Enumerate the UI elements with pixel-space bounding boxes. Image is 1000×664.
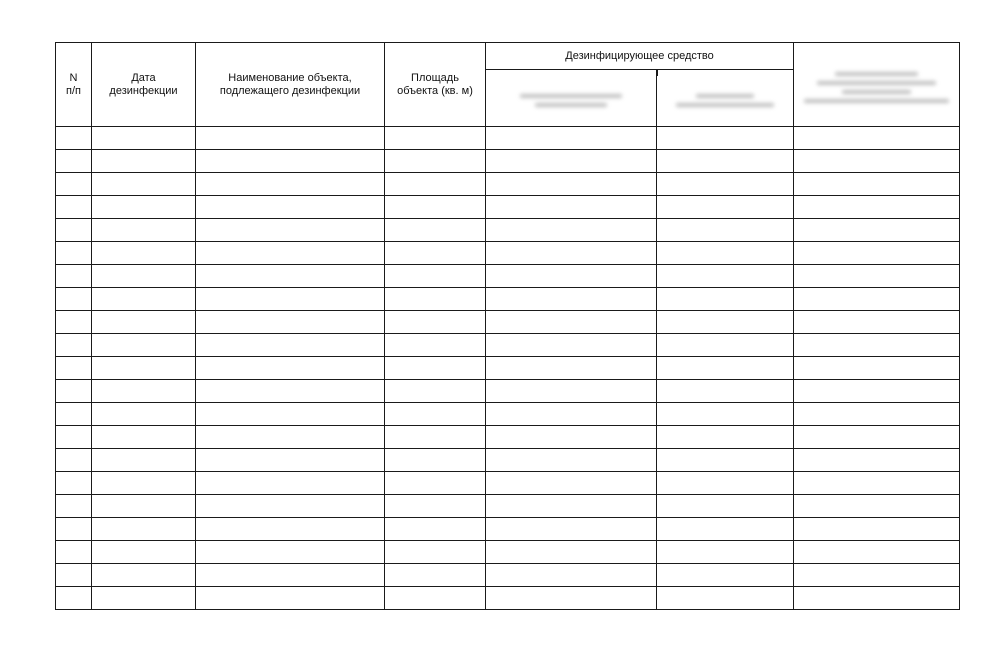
cell-number (56, 495, 92, 518)
cell-disinfectant-name (486, 449, 657, 472)
blurred-text-line (835, 72, 918, 76)
cell-object-name (196, 495, 385, 518)
cell-area (385, 518, 486, 541)
cell-object-name (196, 150, 385, 173)
cell-disinfectant-name (486, 518, 657, 541)
cell-disinfectant-name (486, 472, 657, 495)
cell-area (385, 564, 486, 587)
cell-disinfectant-amount (657, 219, 794, 242)
cell-number (56, 426, 92, 449)
cell-disinfectant-name (486, 219, 657, 242)
cell-number (56, 265, 92, 288)
blurred-text-line (676, 103, 774, 107)
cell-area (385, 173, 486, 196)
cell-object-name (196, 242, 385, 265)
cell-responsible (794, 173, 960, 196)
cell-object-name (196, 541, 385, 564)
cell-date (92, 495, 196, 518)
cell-object-name (196, 380, 385, 403)
cell-date (92, 127, 196, 150)
table-row (56, 541, 960, 564)
table-row (56, 219, 960, 242)
cell-date (92, 150, 196, 173)
cell-responsible (794, 334, 960, 357)
cell-disinfectant-name (486, 196, 657, 219)
cell-disinfectant-name (486, 242, 657, 265)
header-number-line2: п/п (66, 84, 81, 97)
cell-disinfectant-amount (657, 196, 794, 219)
cell-disinfectant-amount (657, 242, 794, 265)
header-date-line1: Дата (131, 71, 156, 84)
table-row (56, 173, 960, 196)
cell-number (56, 564, 92, 587)
cell-date (92, 357, 196, 380)
journal-body (56, 127, 960, 610)
cell-area (385, 403, 486, 426)
cell-disinfectant-name (486, 150, 657, 173)
cell-responsible (794, 541, 960, 564)
cell-area (385, 265, 486, 288)
table-row (56, 472, 960, 495)
cell-responsible (794, 127, 960, 150)
cell-disinfectant-amount (657, 587, 794, 610)
cell-number (56, 334, 92, 357)
cell-area (385, 242, 486, 265)
cell-disinfectant-amount (657, 265, 794, 288)
cell-disinfectant-amount (657, 380, 794, 403)
cell-object-name (196, 173, 385, 196)
cell-area (385, 219, 486, 242)
cell-object-name (196, 449, 385, 472)
blurred-text-line (535, 103, 606, 107)
cell-date (92, 288, 196, 311)
cell-disinfectant-amount (657, 334, 794, 357)
table-row (56, 242, 960, 265)
header-object-name (196, 43, 385, 127)
cell-responsible (794, 449, 960, 472)
table-row (56, 518, 960, 541)
table-row (56, 150, 960, 173)
table-row (56, 449, 960, 472)
cell-object-name (196, 357, 385, 380)
cell-date (92, 518, 196, 541)
cell-date (92, 334, 196, 357)
divider-tick (657, 70, 658, 76)
cell-disinfectant-name (486, 311, 657, 334)
cell-responsible (794, 518, 960, 541)
cell-object-name (196, 518, 385, 541)
cell-object-name (196, 219, 385, 242)
cell-responsible (794, 311, 960, 334)
cell-date (92, 449, 196, 472)
cell-area (385, 472, 486, 495)
cell-object-name (196, 587, 385, 610)
cell-responsible (794, 472, 960, 495)
header-area-line2: объекта (кв. м) (397, 84, 473, 97)
table-row (56, 426, 960, 449)
header-blurred-disinfectant-name (486, 70, 657, 127)
disinfection-journal-table (55, 42, 960, 610)
cell-object-name (196, 472, 385, 495)
cell-disinfectant-name (486, 127, 657, 150)
cell-responsible (794, 403, 960, 426)
cell-responsible (794, 495, 960, 518)
table-row (56, 127, 960, 150)
cell-responsible (794, 196, 960, 219)
cell-area (385, 334, 486, 357)
header-number-line1: N (69, 71, 78, 84)
cell-responsible (794, 265, 960, 288)
cell-disinfectant-amount (657, 311, 794, 334)
header-blurred-responsible (794, 43, 960, 127)
cell-disinfectant-amount (657, 564, 794, 587)
table-row (56, 495, 960, 518)
cell-object-name (196, 334, 385, 357)
cell-number (56, 518, 92, 541)
table-row (56, 334, 960, 357)
cell-object-name (196, 196, 385, 219)
cell-object-name (196, 311, 385, 334)
header-area (385, 43, 486, 127)
cell-responsible (794, 288, 960, 311)
header-disinfectant-group: Дезинфицирующее средство (486, 43, 794, 70)
header-row-top (56, 43, 960, 70)
cell-disinfectant-amount (657, 357, 794, 380)
cell-disinfectant-name (486, 564, 657, 587)
cell-area (385, 426, 486, 449)
blurred-text-line (817, 81, 936, 85)
cell-area (385, 380, 486, 403)
cell-number (56, 242, 92, 265)
cell-date (92, 541, 196, 564)
cell-area (385, 311, 486, 334)
disinfection-journal-sheet (55, 42, 959, 610)
cell-responsible (794, 219, 960, 242)
blurred-text-line (804, 99, 949, 103)
header-number (56, 43, 92, 127)
cell-date (92, 173, 196, 196)
cell-responsible (794, 242, 960, 265)
table-row (56, 403, 960, 426)
cell-responsible (794, 426, 960, 449)
cell-disinfectant-name (486, 541, 657, 564)
cell-number (56, 127, 92, 150)
table-row (56, 288, 960, 311)
cell-responsible (794, 587, 960, 610)
cell-object-name (196, 426, 385, 449)
blurred-text-line (696, 94, 753, 98)
cell-number (56, 357, 92, 380)
cell-object-name (196, 564, 385, 587)
cell-number (56, 449, 92, 472)
table-row (56, 564, 960, 587)
cell-disinfectant-amount (657, 541, 794, 564)
cell-number (56, 472, 92, 495)
cell-object-name (196, 288, 385, 311)
cell-number (56, 288, 92, 311)
cell-disinfectant-name (486, 495, 657, 518)
cell-disinfectant-amount (657, 518, 794, 541)
cell-disinfectant-name (486, 173, 657, 196)
cell-number (56, 380, 92, 403)
cell-number (56, 219, 92, 242)
cell-disinfectant-name (486, 587, 657, 610)
cell-object-name (196, 403, 385, 426)
header-object-line2: подлежащего дезинфекции (219, 84, 361, 97)
table-row (56, 380, 960, 403)
cell-area (385, 127, 486, 150)
header-blurred-disinfectant-amount (657, 70, 794, 127)
table-row (56, 265, 960, 288)
cell-disinfectant-amount (657, 472, 794, 495)
cell-date (92, 380, 196, 403)
cell-object-name (196, 265, 385, 288)
cell-number (56, 403, 92, 426)
cell-disinfectant-amount (657, 495, 794, 518)
cell-area (385, 587, 486, 610)
cell-area (385, 541, 486, 564)
cell-area (385, 449, 486, 472)
cell-disinfectant-name (486, 265, 657, 288)
cell-area (385, 357, 486, 380)
cell-disinfectant-amount (657, 426, 794, 449)
header-area-line1: Площадь (411, 71, 459, 84)
table-row (56, 196, 960, 219)
blurred-text-line (520, 94, 622, 98)
cell-date (92, 472, 196, 495)
cell-disinfectant-amount (657, 127, 794, 150)
cell-date (92, 219, 196, 242)
table-row (56, 311, 960, 334)
cell-number (56, 173, 92, 196)
header-date (92, 43, 196, 127)
cell-disinfectant-name (486, 426, 657, 449)
cell-area (385, 495, 486, 518)
cell-disinfectant-name (486, 357, 657, 380)
cell-disinfectant-amount (657, 288, 794, 311)
cell-area (385, 196, 486, 219)
cell-date (92, 242, 196, 265)
cell-number (56, 150, 92, 173)
table-row (56, 587, 960, 610)
cell-object-name (196, 127, 385, 150)
blurred-text-line (842, 90, 911, 94)
cell-date (92, 196, 196, 219)
cell-disinfectant-amount (657, 403, 794, 426)
cell-date (92, 265, 196, 288)
header-date-line2: дезинфекции (109, 84, 178, 97)
cell-date (92, 564, 196, 587)
cell-date (92, 426, 196, 449)
cell-number (56, 196, 92, 219)
header-object-line1: Наименование объекта, (228, 71, 352, 84)
table-row (56, 357, 960, 380)
cell-number (56, 541, 92, 564)
cell-disinfectant-amount (657, 449, 794, 472)
cell-responsible (794, 380, 960, 403)
cell-responsible (794, 150, 960, 173)
cell-date (92, 587, 196, 610)
cell-disinfectant-name (486, 334, 657, 357)
cell-number (56, 311, 92, 334)
cell-date (92, 403, 196, 426)
cell-disinfectant-amount (657, 150, 794, 173)
cell-disinfectant-name (486, 380, 657, 403)
cell-responsible (794, 357, 960, 380)
cell-disinfectant-amount (657, 173, 794, 196)
cell-area (385, 288, 486, 311)
cell-number (56, 587, 92, 610)
cell-area (385, 150, 486, 173)
cell-disinfectant-name (486, 403, 657, 426)
cell-disinfectant-name (486, 288, 657, 311)
cell-responsible (794, 564, 960, 587)
cell-date (92, 311, 196, 334)
